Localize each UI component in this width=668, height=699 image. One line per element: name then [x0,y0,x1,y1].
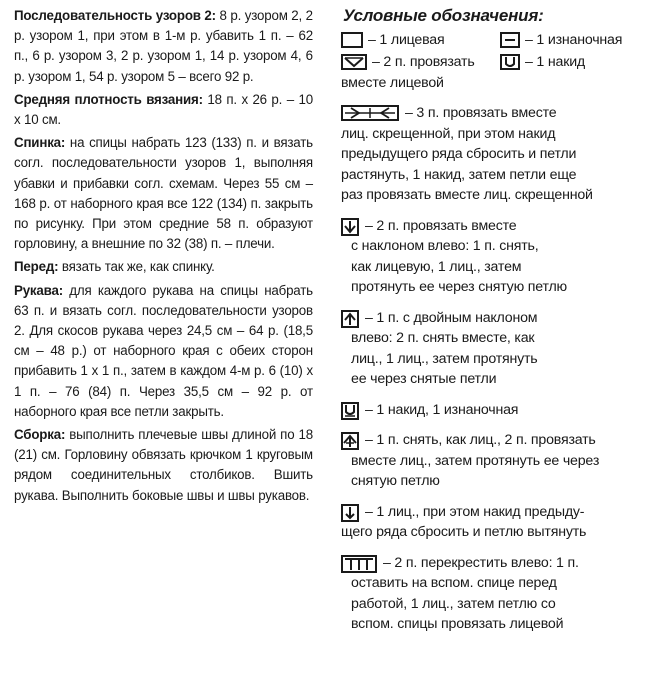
paragraph-heading: Последовательность узоров 2: [14,8,216,24]
legend-column [341,6,661,635]
paragraph-text: для каждого рукава на спицы набрать 63 п. и вязать согл. последовательности узоров 2. Для скосов рукава через 24,5 см – 64 р. (18,5 см – 48 р.) от наборного края с обеих сторон прибавить 1 х 1 п., затем в каждом 4-м р. 6 (10) х 1 п. – 76 (84) п. Через 35,5 см – 92 р. от наборного края все петли закрыть. [14,282,313,420]
front-paragraph [14,257,313,277]
legend-text-knit: – 1 лицевая [368,31,445,48]
gauge-paragraph [14,90,313,130]
legend-text-yo-purl: – 1 накид, 1 изнаночная [365,401,519,418]
paragraph-text: 8 р. узором 2, 2 р. узором 1, при этом в 1-м р. убавить 1 п. – 62 п., 6 р. узором 3, 2 р. узором 1, 14 р. узором 4, 6 р. узором 1, 54 р. узором 5 – всего 92 р. [14,8,313,85]
legend-text-ssk-line: протянуть ее через снятую петлю [351,279,567,295]
paragraph-heading: Средняя плотность вязания: [14,91,203,108]
paragraph-heading: Сборка: [14,427,66,444]
legend-row-k2tog-yo [341,52,661,73]
legend-block-sk2p [341,430,661,492]
paragraph-heading: Рукава: [14,282,63,299]
legend-block-double-dec [341,308,661,390]
paragraph-text: на спицы набрать 123 (133) п. и вязать согл. последовательности узоров 1, выполняя убавки и прибавки согл. схемам. Через 55 см – 168 р. от наборного края все 122 (134) п. закрыть по рисунку. При этом средние 58 п. образуют горловину, а внешние по 32 (38) п. – плечи. [14,135,313,253]
legend-text-double-dec-line: – 1 п. с двойным наклоном [365,309,538,326]
paragraph-text: вязать так же, как спинку. [58,259,215,276]
legend-text-double-dec-line: ее через снятые петли [351,371,497,387]
paragraph-text: 18 п. х 26 р. – 10 х 10 см. [14,91,313,129]
legend-block-ssk [341,216,661,298]
legend-text-ssk-line: как лицевую, 1 лиц., затем [351,258,522,275]
legend-title: Условные обозначения: [343,6,544,25]
paragraph-heading: Спинка: [14,135,66,152]
legend-text-cross-left-line: работой, 1 лиц., затем петлю со [351,595,556,612]
legend-text-knit-drop-line: щего ряда сбросить и петлю вытянуть [341,524,587,540]
legend-text-k2tog-1: – 2 п. провязать [372,54,475,70]
yo-purl-icon [341,402,359,420]
legend-text-ssk-line: – 2 п. провязать вместе [365,217,517,234]
legend-text-yo: – 1 накид [525,54,586,70]
legend-text-k3tog-line: раз провязать вместе лиц. скрещенной [341,187,593,203]
knit-drop-icon [341,504,359,522]
legend-text-k3tog-line: – 3 п. провязать вместе [405,105,557,121]
legend-text-double-dec-line: влево: 2 п. снять вместе, как [351,330,535,346]
sleeves-paragraph [14,281,313,422]
legend-block-cross-left [341,553,661,635]
assembly-paragraph [14,425,313,506]
paragraph-text: выполнить плечевые швы длиной по 18 (21) см. Горловину обвязать крючком 1 круговым рядом соединительных столбиков. Вшить рукава. Выполнить боковые швы и швы рукавов. [14,427,313,504]
cross-left-icon [341,555,377,573]
legend-text-sk2p-line: – 1 п. снять, как лиц., 2 п. провязать [365,432,596,448]
sk2p-icon [341,432,359,450]
legend-text-cross-left-line: оставить на вспом. спице перед [351,575,557,591]
legend-text-k2tog-2: вместе лицевой [341,74,444,91]
legend-text-ssk-line: с наклоном влево: 1 п. снять, [351,238,539,254]
legend-row-knit-purl [341,30,661,51]
k3tog-icon [341,105,399,121]
instructions-column [14,6,313,509]
legend-block-k3tog [341,103,661,206]
paragraph-heading: Перед: [14,259,59,276]
k2tog-icon [341,54,367,70]
legend-text-cross-left-line: – 2 п. перекрестить влево: 1 п. [383,554,579,571]
purl-stitch-icon [500,32,520,48]
legend-text-sk2p-line: вместе лиц., затем протянуть ее через [351,452,600,469]
legend-block-knit-drop [341,502,661,543]
legend-text-knit-drop-line: – 1 лиц., при этом накид предыду- [365,503,585,520]
ssk-icon [341,218,359,236]
back-paragraph [14,133,313,254]
legend-text-purl: – 1 изнаночная [525,31,623,48]
legend-text-k3tog-line: предыдущего ряда сбросить и петли [341,146,577,162]
legend-text-cross-left-line: вспом. спицы провязать лицевой [351,616,564,632]
legend-text-double-dec-line: лиц., 1 лиц., затем протянуть [351,350,538,367]
legend-text-k3tog-line: растянуть, 1 накид, затем петли еще [341,166,577,183]
legend-text-k3tog-line: лиц. скрещенной, при этом накид [341,125,556,142]
legend-text-sk2p-line: снятую петлю [351,473,440,489]
legend-block-yo-purl [341,400,661,421]
double-decrease-icon [341,310,359,328]
yarn-over-icon [500,54,520,70]
knit-stitch-icon [341,32,363,48]
pattern-sequence-paragraph [14,6,313,87]
